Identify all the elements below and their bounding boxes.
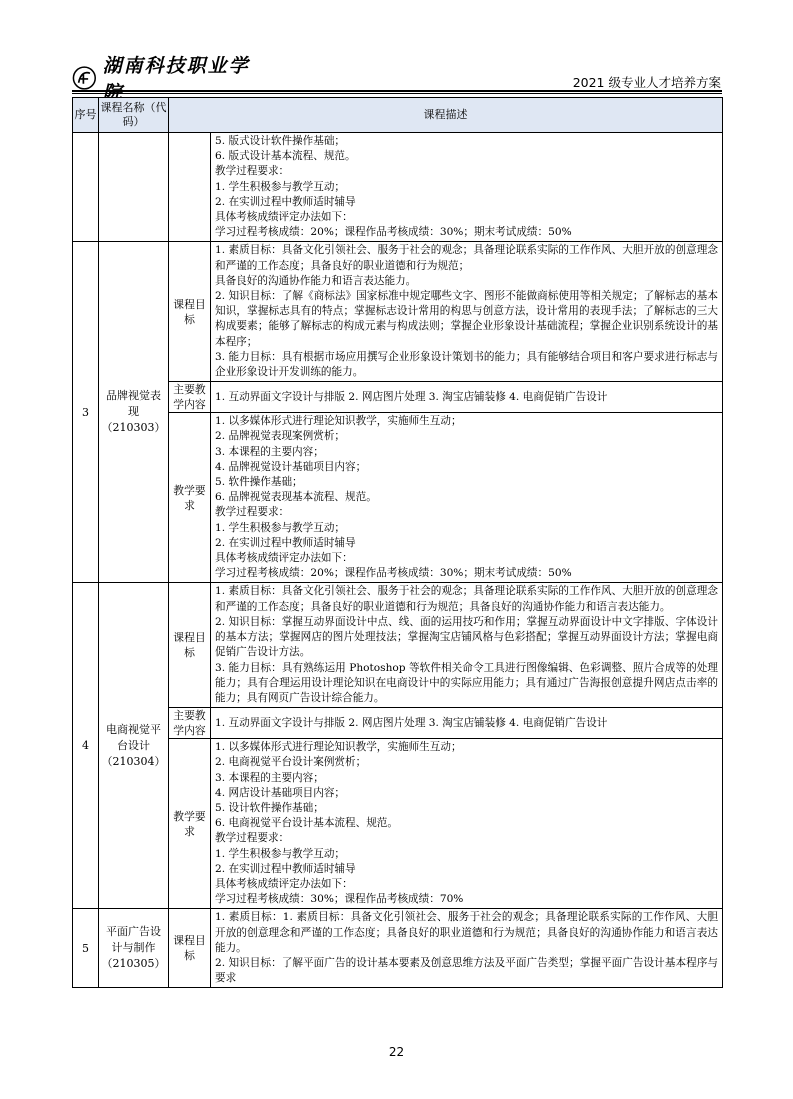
course-name-cell [99, 583, 169, 909]
goals-cell [211, 583, 723, 708]
text-line: 学习过程考核成绩：20%；课程作品考核成绩：30%；期末考试成绩：50% [215, 226, 572, 239]
text-line: 6. 电商视觉平台设计基本流程、规范。 [215, 817, 398, 830]
course-seq: 3 [73, 242, 99, 583]
text-line: 2. 在实训过程中教师适时辅导 [215, 536, 356, 549]
text-line: 具体考核成绩评定办法如下： [215, 552, 353, 565]
header-seq: 序号 [73, 98, 99, 133]
goal-item: 1. 素质目标：具备文化引领社会、服务于社会的观念；具备理论联系实际的工作作风、大胆开放的创意理念和严谨的工作态度；具备良好的职业道德和行为规范；具备良好的沟通协作能力和语言表达能力。 [215, 585, 718, 613]
text-line: 1. 学生积极参与教学互动； [215, 847, 346, 860]
course-name: 品牌视觉表现 [106, 389, 161, 419]
goal-item: 1. 素质目标：具备文化引领社会、服务于社会的观念；具备理论联系实际的工作作风、大胆开放的创意理念和严谨的工作态度；具备良好的职业道德和行为规范； [215, 244, 718, 272]
text-line: 具体考核成绩评定办法如下： [215, 877, 353, 890]
page-number: 22 [388, 1045, 405, 1059]
text-line: 教学过程要求： [215, 506, 290, 519]
requirements-cell [211, 413, 723, 583]
document-title: 2021 级专业人才培养方案 [572, 75, 721, 90]
goal-item: 2. 知识目标：了解平面广告的设计基本要素及创意思维方法及平面广告类型；掌握平面广告设计基本程序与要求 [215, 956, 718, 985]
text-line: 2. 电商视觉平台设计案例赏析； [215, 756, 367, 769]
course-row [73, 909, 723, 988]
text-line: 教学过程要求： [215, 165, 290, 178]
requirements-label: 教学要求 [169, 413, 211, 583]
text-line: 学习过程考核成绩：20%；课程作品考核成绩：30%；期末考试成绩：50% [215, 567, 572, 580]
course-row [73, 583, 723, 708]
course-row [73, 739, 723, 909]
header-description: 课程描述 [169, 98, 723, 133]
header-rule [72, 90, 722, 92]
course-code: （210304） [101, 754, 166, 768]
course-name: 平面广告设计与制作 [106, 925, 161, 955]
school-name: 湖南科技职业学 [102, 55, 250, 77]
school-seal-icon [72, 65, 97, 91]
text-line: 3. 本课程的主要内容； [215, 445, 324, 458]
course-code: （210303） [101, 421, 166, 435]
text-line: 学习过程考核成绩：30%；课程作品考核成绩：70% [215, 893, 464, 906]
text-line: 1. 以多媒体形式进行理论知识教学，实施师生互动； [215, 741, 462, 754]
course-row [73, 413, 723, 583]
goal-item: 3. 能力目标：具有熟练运用 Photoshop 等软件相关命令工具进行图像编辑、色彩调整、照片合成等的处理能力；具有合理运用设计理论知识在电商设计中的实际应用能力；具有通过广告海报创意提升网店点击率的能力；具有网页广告设计综合能力。 [215, 661, 718, 704]
school-logo [72, 55, 262, 93]
content-cell: 1. 互动界面文字设计与排版 2. 网店图片处理 3. 淘宝店铺装修 4. 电商促销广告设计 [211, 708, 723, 739]
header-rule-thin [72, 93, 722, 94]
goal-item: 具备良好的沟通协作能力和语言表达能力。 [215, 274, 417, 287]
requirements-label: 教学要求 [169, 739, 211, 909]
text-line: 5. 软件操作基础； [215, 476, 303, 489]
text-line: 1. 学生积极参与教学互动； [215, 180, 346, 193]
text-line: 4. 网店设计基础项目内容； [215, 786, 346, 799]
text-line: 1. 学生积极参与教学互动； [215, 521, 346, 534]
text-line: 1. 以多媒体形式进行理论知识教学，实施师生互动； [215, 415, 462, 428]
goals-label: 课程目标 [169, 583, 211, 708]
goal-item: 1. 素质目标：1. 素质目标：具备文化引领社会、服务于社会的观念；具备理论联系实际的工作作风、大胆开放的创意理念和严谨的工作态度；具备良好的职业道德和行为规范；具备良好的沟通协作能力和语言表达能力。 [215, 911, 718, 954]
goals-label: 课程目标 [169, 242, 211, 382]
course-name: 电商视觉平台设计 [106, 722, 161, 752]
course-seq: 5 [73, 909, 99, 988]
goal-item: 3. 能力目标：具有根据市场应用撰写企业形象设计策划书的能力；具有能够结合项目和客户要求进行标志与企业形象设计开发训练的能力。 [215, 350, 718, 379]
table-header-row [73, 98, 723, 133]
sub-cell [169, 133, 211, 242]
header-course-name: 课程名称（代码） [99, 98, 169, 133]
goals-cell [211, 242, 723, 382]
goal-item: 2. 知识目标：了解《商标法》国家标准中规定哪些文字、图形不能做商标使用等相关规定；了解标志的基本知识，掌握标志具有的特点；掌握标志设计常用的构思与创意方法，设计常用的表现手法；了解标志的三大构成要素；能够了解标志的构成元素与构成法则；掌握企业形象设计基础流程；掌握企业识别系统设计的基本程序； [215, 290, 718, 348]
text-line: 3. 本课程的主要内容； [215, 771, 324, 784]
course-name-cell [99, 909, 169, 988]
goals-cell [211, 909, 723, 988]
text-line: 2. 在实训过程中教师适时辅导 [215, 195, 356, 208]
text-line: 具体考核成绩评定办法如下： [215, 211, 353, 224]
content-label: 主要教学内容 [169, 708, 211, 739]
course-table [72, 97, 723, 988]
text-line: 教学过程要求： [215, 832, 290, 845]
text-line: 4. 品牌视觉设计基础项目内容； [215, 460, 367, 473]
text-line: 2. 品牌视觉表现案例赏析； [215, 430, 346, 443]
course-name-cell [99, 242, 169, 583]
description-cell [211, 133, 723, 242]
text-line: 5. 版式设计软件操作基础； [215, 135, 346, 147]
course-row [73, 382, 723, 413]
continuation-row [73, 133, 723, 242]
course-code: （210305） [101, 957, 166, 971]
course-row [73, 242, 723, 382]
content-label: 主要教学内容 [169, 382, 211, 413]
goal-item: 2. 知识目标：掌握互动界面设计中点、线、面的运用技巧和作用；掌握互动界面设计中文字排版、字体设计的基本方法；掌握网店的图片处理技法；掌握淘宝店铺风格与色彩搭配；掌握互动界面设计方法；掌握电商促销广告设计方法。 [215, 615, 718, 659]
course-seq: 4 [73, 583, 99, 909]
goals-label: 课程目标 [169, 909, 211, 988]
content-cell: 1. 互动界面文字设计与排版 2. 网店图片处理 3. 淘宝店铺装修 4. 电商促销广告设计 [211, 382, 723, 413]
text-line: 5. 设计软件操作基础； [215, 801, 324, 814]
text-line: 6. 品牌视觉表现基本流程、规范。 [215, 491, 377, 504]
text-line: 6. 版式设计基本流程、规范。 [215, 150, 356, 163]
course-row [73, 708, 723, 739]
seq-cell [73, 133, 99, 242]
text-line: 2. 在实训过程中教师适时辅导 [215, 862, 356, 875]
name-cell [99, 133, 169, 242]
requirements-cell [211, 739, 723, 909]
